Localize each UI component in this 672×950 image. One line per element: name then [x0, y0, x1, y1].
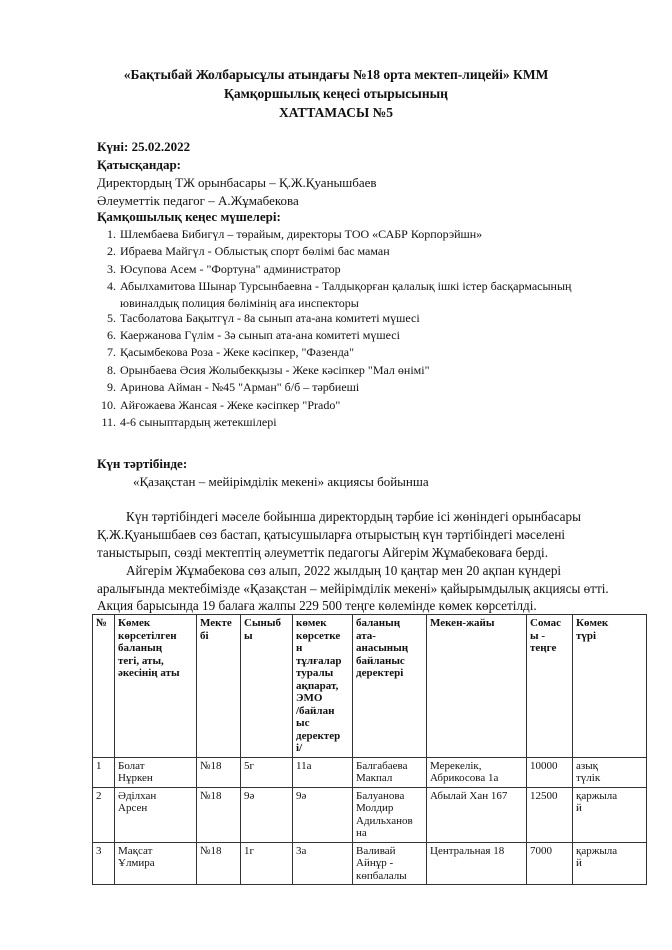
member-number: 10.: [101, 397, 116, 412]
council-title: Қамқоршылық кеңесі отырысының: [224, 86, 448, 101]
cell-text: ақпарат,: [296, 679, 339, 692]
table-header-cell: [527, 615, 573, 758]
member-text: Ибраева Майгүл - Облыстық спорт бөлімі бас маман: [120, 244, 390, 259]
table-header-row: [93, 615, 647, 758]
cell-text: анасының: [356, 642, 409, 654]
member-text: Айғожаева Жансая - Жеке кәсіпкер "Prado": [120, 397, 341, 412]
member-item: [100, 278, 571, 309]
cell-text: Молдир: [356, 802, 394, 814]
member-item: [100, 226, 571, 243]
member-number: 5.: [107, 310, 116, 325]
table-cell: [573, 757, 647, 787]
table-cell: [115, 842, 197, 885]
table-cell: [527, 842, 573, 885]
cell-text: ыс: [296, 717, 310, 729]
table-cell: [293, 842, 353, 885]
table-cell: [293, 787, 353, 842]
cell-text: Абрикосова 1а: [430, 772, 499, 784]
paragraph-2-line-3: Акция барысында 19 балаға жалпы 229 500 теңге көлемінде көмек көрсетілді.: [97, 598, 537, 613]
table-row: [93, 842, 647, 885]
cell-text: 12500: [530, 789, 558, 802]
member-number: 1.: [107, 227, 116, 241]
table-cell: [93, 787, 115, 842]
cell-text: Болат: [118, 759, 145, 772]
table-row: [93, 787, 647, 842]
member-item: [100, 243, 571, 260]
table-cell: [427, 787, 527, 842]
cell-text: деректері: [356, 667, 404, 679]
table-body: [93, 757, 647, 885]
cell-text: Мақсат: [118, 844, 153, 857]
members-heading: Қамқошылық кеңес мүшелері:: [97, 209, 281, 224]
cell-text: №18: [200, 759, 222, 772]
table-cell: [115, 787, 197, 842]
table-cell: [197, 787, 241, 842]
table-header-cell: [197, 615, 241, 758]
table-header-cell: [293, 615, 353, 758]
cell-text: байланыс: [356, 654, 405, 667]
member-number: 6.: [107, 328, 116, 343]
cell-text: /байлан: [296, 704, 335, 717]
cell-text: 11а: [296, 759, 312, 772]
member-number: 7.: [107, 345, 116, 360]
cell-text: Балуанова: [356, 789, 405, 802]
member-text: Шлембаева Бибигүл – төрайым, директоры ТОО «САБР Корпорэйшн»: [120, 227, 483, 241]
cell-text: Сыныб: [244, 617, 281, 629]
cell-text: ы -: [530, 629, 546, 642]
cell-text: түрі: [576, 629, 597, 642]
agenda-item: «Қазақстан – мейірімділік мекені» акциясы бойынша: [133, 474, 429, 489]
member-item: [100, 327, 571, 344]
cell-text: теңге: [530, 642, 557, 654]
table-cell: [427, 842, 527, 885]
cell-text: көмек: [296, 617, 327, 629]
member-item: [100, 261, 571, 278]
member-number: 4.: [107, 279, 116, 294]
cell-text: көрсетке: [296, 629, 341, 642]
participant-social-pedagogue: Әлеуметтік педагог – А.Жұмабекова: [97, 193, 299, 208]
cell-text: Валивай: [356, 844, 396, 857]
table-cell: [293, 757, 353, 787]
member-number: 2.: [107, 244, 116, 259]
table-cell: [353, 757, 427, 787]
participant-deputy-director: Директордың ТЖ орынбасары – Қ.Ж.Қуанышбаев: [97, 175, 377, 190]
cell-text: 1: [96, 759, 102, 772]
table-cell: [241, 757, 293, 787]
cell-text: Балгабаева: [356, 759, 408, 772]
cell-text: 9ә: [296, 789, 307, 802]
paragraph-1-line-1: Күн тәртібіндегі мәселе бойынша директордың тәрбие ісі жөніндегі орынбасары: [126, 509, 581, 524]
cell-text: 7000: [530, 844, 552, 857]
cell-text: і/: [296, 742, 303, 754]
table-header-cell: [573, 615, 647, 758]
cell-text: Нұркен: [118, 772, 153, 784]
cell-text: деректер: [296, 729, 341, 742]
table-cell: [353, 787, 427, 842]
cell-text: н: [296, 642, 303, 654]
member-text: Абылхамитова Шынар Турсынбаевна - Талдықорған қалалық ішкі істер басқармасының: [120, 279, 572, 294]
cell-text: Мекте: [200, 617, 232, 629]
protocol-title: ХАТТАМАСЫ №5: [279, 105, 393, 120]
member-text: 4-6 сыныптардың жетекшілері: [120, 415, 277, 430]
cell-text: ЭМО: [296, 692, 323, 704]
cell-text: ата-: [356, 629, 376, 642]
table-cell: [353, 842, 427, 885]
members-list: [100, 226, 571, 431]
cell-text: №18: [200, 789, 222, 802]
table-cell: [115, 757, 197, 787]
table-header-cell: [93, 615, 115, 758]
cell-text: тегі, аты,: [118, 654, 164, 667]
member-number: 9.: [107, 380, 116, 395]
cell-text: 3а: [296, 844, 307, 857]
cell-text: 2: [96, 789, 102, 802]
table-header-cell: [353, 615, 427, 758]
cell-text: й: [576, 857, 582, 869]
cell-text: баланың: [356, 617, 401, 629]
cell-text: Макпал: [356, 772, 393, 784]
cell-text: Айнұр -: [356, 857, 394, 869]
cell-text: бі: [200, 629, 209, 642]
member-text: Юсупова Асем - "Фортуна" администратор: [120, 261, 341, 276]
table-cell: [527, 757, 573, 787]
cell-text: 1г: [244, 844, 255, 857]
cell-text: Көмек: [118, 617, 151, 629]
paragraph-2-line-1: Айгерім Жұмабекова сөз алып, 2022 жылдың 10 қаңтар мен 20 ақпан күндері: [126, 563, 562, 578]
cell-text: тұлғалар: [296, 654, 342, 667]
cell-text: Центральная 18: [430, 844, 505, 857]
cell-text: көпбалалы: [356, 869, 407, 882]
agenda-heading: Күн тәртібінде:: [97, 456, 188, 471]
cell-text: Мерекелік,: [430, 759, 482, 772]
member-text: Қасымбекова Роза - Жеке кәсіпкер, "Фазенда": [120, 345, 355, 360]
table-header-cell: [427, 615, 527, 758]
table-cell: [241, 787, 293, 842]
assistance-table: [92, 614, 647, 885]
cell-text: 3: [96, 844, 102, 857]
table-cell: [241, 842, 293, 885]
table-cell: [427, 757, 527, 787]
table-cell: [573, 787, 647, 842]
member-item: [100, 310, 571, 327]
table-cell: [573, 842, 647, 885]
cell-text: Сомас: [530, 617, 562, 629]
member-item: [100, 379, 571, 396]
cell-text: Көмек: [576, 617, 609, 629]
cell-text: туралы: [296, 667, 334, 679]
table-cell: [527, 787, 573, 842]
cell-text: баланың: [118, 642, 163, 654]
cell-text: Адильханов: [356, 814, 413, 827]
cell-text: Арсен: [118, 802, 148, 814]
cell-text: №: [96, 617, 108, 629]
school-title: «Бақтыбай Жолбарысұлы атындағы №18 орта мектеп-лицейі» КММ: [123, 67, 549, 82]
cell-text: 5г: [244, 759, 255, 772]
member-item: [100, 397, 571, 414]
cell-text: азық: [576, 759, 598, 772]
member-item: [100, 344, 571, 361]
member-text-continued: ювиналдық полиция бөлімінің аға инспекторы: [120, 295, 359, 310]
table-header-cell: [241, 615, 293, 758]
cell-text: Ұлмира: [118, 857, 155, 869]
paragraph-1-line-3: таныстырып, сөзді мектептің әлеуметтік педагогы Айгерім Жұмабековаға берді.: [97, 545, 549, 560]
table-row: [93, 757, 647, 787]
cell-text: №18: [200, 844, 222, 857]
member-text: Каержанова Гүлім - 3ә сынып ата-ана комитеті мүшесі: [120, 328, 400, 343]
table-cell: [197, 757, 241, 787]
member-number: 3.: [107, 261, 116, 276]
cell-text: Әділхан: [118, 789, 157, 802]
cell-text: қаржыла: [576, 789, 618, 802]
table-cell: [93, 842, 115, 885]
cell-text: қаржыла: [576, 844, 618, 857]
table-header-cell: [115, 615, 197, 758]
cell-text: 9ә: [244, 789, 255, 802]
cell-text: Абылай Хан 167: [430, 789, 508, 802]
cell-text: Мекен-жайы: [430, 617, 495, 629]
table-cell: [93, 757, 115, 787]
member-number: 8.: [107, 362, 116, 377]
member-item: [100, 414, 571, 431]
cell-text: й: [576, 802, 582, 814]
cell-text: на: [356, 827, 367, 839]
paragraph-1-line-2: Қ.Ж.Қуанышбаев сөз бастап, қатысушыларға отырыстың күн тәртібіндегі мәселені: [97, 527, 566, 542]
cell-text: көрсетілген: [118, 629, 177, 642]
paragraph-2-line-2: аралығында мектебімізде «Қазақстан – мейірімділік мекені» қайырымдылық акциясы өтті.: [97, 581, 609, 596]
participants-heading: Қатысқандар:: [97, 157, 182, 172]
cell-text: ы: [244, 629, 253, 642]
cell-text: түлік: [576, 772, 601, 784]
cell-text: әкесінің аты: [118, 667, 180, 679]
table-cell: [197, 842, 241, 885]
member-item: [100, 362, 571, 379]
member-number: 11.: [101, 415, 116, 430]
member-text: Аринова Айман - №45 "Арман" б/б – тәрбиеші: [120, 380, 360, 395]
meeting-date: Күні: 25.02.2022: [97, 139, 191, 154]
member-text: Тасболатова Бақытгүл - 8а сынып ата-ана комитеті мүшесі: [120, 310, 420, 325]
cell-text: 10000: [530, 759, 558, 772]
member-text: Орынбаева Әсия Жолыбекқызы - Жеке кәсіпкер "Мал өнімі": [120, 362, 430, 377]
